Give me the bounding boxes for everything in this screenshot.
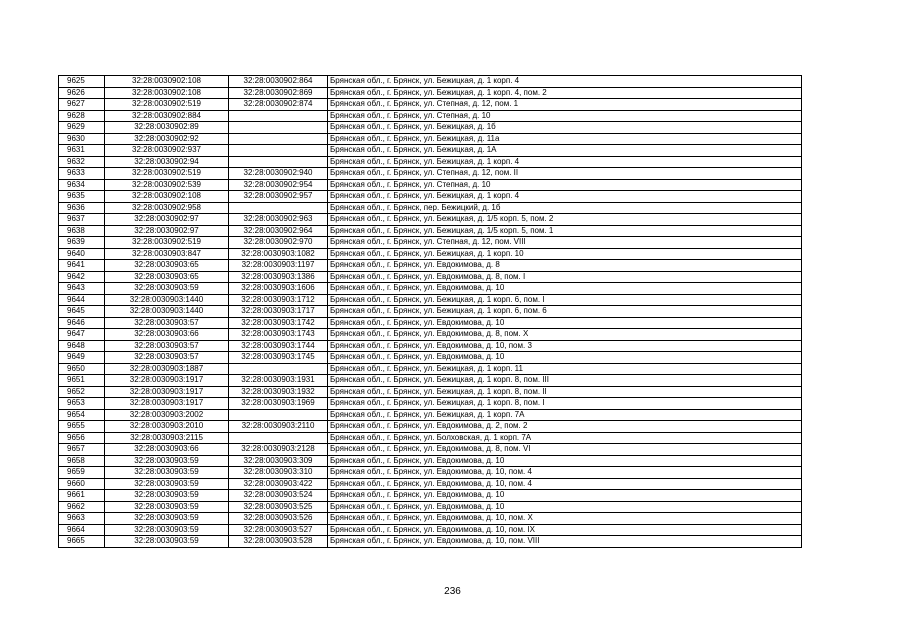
address-cell: Брянская обл., г. Брянск, ул. Степная, д. 12, пом. VIII (328, 237, 802, 249)
parent-cadastral-number-cell: 32:28:0030902:94 (105, 156, 229, 168)
table-row (59, 363, 802, 375)
address-cell: Брянская обл., г. Брянск, ул. Евдокимова, д. 10, пом. 4 (328, 467, 802, 479)
address-cell: Брянская обл., г. Брянск, ул. Степная, д. 12, пом. 1 (328, 99, 802, 111)
address-cell: Брянская обл., г. Брянск, ул. Бежицкая, д. 1/5 корп. 5, пом. 2 (328, 214, 802, 226)
address-cell: Брянская обл., г. Брянск, ул. Бежицкая, д. 1 корп. 4 (328, 156, 802, 168)
parent-cadastral-number-cell: 32:28:0030902:108 (105, 191, 229, 203)
table-row (59, 398, 802, 410)
parent-cadastral-number-cell: 32:28:0030903:65 (105, 271, 229, 283)
table-row (59, 271, 802, 283)
cadastral-number-cell: 32:28:0030902:970 (229, 237, 328, 249)
cadastral-number-cell: 32:28:0030903:528 (229, 536, 328, 548)
parent-cadastral-number-cell: 32:28:0030903:59 (105, 490, 229, 502)
table-row (59, 329, 802, 341)
address-cell: Брянская обл., г. Брянск, ул. Бежицкая, д. 1 корп. 8, пом. I (328, 398, 802, 410)
cadastral-number-cell: 32:28:0030903:1745 (229, 352, 328, 364)
row-number-cell: 9658 (59, 455, 105, 467)
row-number-cell: 9633 (59, 168, 105, 180)
cadastral-number-cell (229, 363, 328, 375)
row-number-cell: 9661 (59, 490, 105, 502)
table-row (59, 306, 802, 318)
parent-cadastral-number-cell: 32:28:0030902:97 (105, 214, 229, 226)
cadastral-number-cell: 32:28:0030903:2110 (229, 421, 328, 433)
table-row (59, 409, 802, 421)
parent-cadastral-number-cell: 32:28:0030903:59 (105, 478, 229, 490)
table-row (59, 87, 802, 99)
table-row (59, 145, 802, 157)
address-cell: Брянская обл., г. Брянск, ул. Бежицкая, д. 1 корп. 7А (328, 409, 802, 421)
row-number-cell: 9651 (59, 375, 105, 387)
cadastral-number-cell: 32:28:0030902:957 (229, 191, 328, 203)
row-number-cell: 9646 (59, 317, 105, 329)
cadastral-number-cell: 32:28:0030903:1717 (229, 306, 328, 318)
row-number-cell: 9636 (59, 202, 105, 214)
cadastral-number-cell: 32:28:0030902:954 (229, 179, 328, 191)
table-row (59, 156, 802, 168)
table-row (59, 501, 802, 513)
table-row (59, 375, 802, 387)
parent-cadastral-number-cell: 32:28:0030902:519 (105, 237, 229, 249)
parent-cadastral-number-cell: 32:28:0030903:59 (105, 283, 229, 295)
table-row (59, 260, 802, 272)
parent-cadastral-number-cell: 32:28:0030903:57 (105, 317, 229, 329)
address-cell: Брянская обл., г. Брянск, ул. Бежицкая, д. 11а (328, 133, 802, 145)
table-row (59, 317, 802, 329)
cadastral-number-cell: 32:28:0030903:310 (229, 467, 328, 479)
cadastral-number-cell: 32:28:0030903:1386 (229, 271, 328, 283)
table-row (59, 110, 802, 122)
table-row (59, 214, 802, 226)
parent-cadastral-number-cell: 32:28:0030903:59 (105, 513, 229, 525)
parent-cadastral-number-cell: 32:28:0030903:65 (105, 260, 229, 272)
cadastral-number-cell: 32:28:0030903:524 (229, 490, 328, 502)
cadastral-number-cell: 32:28:0030903:2128 (229, 444, 328, 456)
row-number-cell: 9665 (59, 536, 105, 548)
parent-cadastral-number-cell: 32:28:0030903:1917 (105, 375, 229, 387)
cadastral-number-cell: 32:28:0030903:1969 (229, 398, 328, 410)
table-row (59, 536, 802, 548)
table-row (59, 168, 802, 180)
row-number-cell: 9626 (59, 87, 105, 99)
row-number-cell: 9630 (59, 133, 105, 145)
table-row (59, 478, 802, 490)
address-cell: Брянская обл., г. Брянск, ул. Евдокимова, д. 10 (328, 455, 802, 467)
parent-cadastral-number-cell: 32:28:0030903:2115 (105, 432, 229, 444)
cadastral-number-cell (229, 145, 328, 157)
address-cell: Брянская обл., г. Брянск, ул. Бежицкая, д. 1 корп. 8, пом. II (328, 386, 802, 398)
table-row (59, 467, 802, 479)
address-cell: Брянская обл., г. Брянск, ул. Евдокимова, д. 10, пом. 3 (328, 340, 802, 352)
row-number-cell: 9628 (59, 110, 105, 122)
cadastral-number-cell: 32:28:0030902:874 (229, 99, 328, 111)
address-cell: Брянская обл., г. Брянск, ул. Бежицкая, д. 1 корп. 8, пом. III (328, 375, 802, 387)
row-number-cell: 9659 (59, 467, 105, 479)
parent-cadastral-number-cell: 32:28:0030902:89 (105, 122, 229, 134)
cadastral-number-cell (229, 156, 328, 168)
table-row (59, 455, 802, 467)
table-row (59, 248, 802, 260)
cadastral-number-cell: 32:28:0030902:869 (229, 87, 328, 99)
address-cell: Брянская обл., г. Брянск, ул. Евдокимова, д. 10 (328, 317, 802, 329)
address-cell: Брянская обл., г. Брянск, пер. Бежицкий, д. 1б (328, 202, 802, 214)
parent-cadastral-number-cell: 32:28:0030903:59 (105, 524, 229, 536)
table-row (59, 352, 802, 364)
address-cell: Брянская обл., г. Брянск, ул. Бежицкая, д. 1А (328, 145, 802, 157)
address-cell: Брянская обл., г. Брянск, ул. Евдокимова, д. 10 (328, 490, 802, 502)
cadastral-number-cell: 32:28:0030903:1931 (229, 375, 328, 387)
row-number-cell: 9634 (59, 179, 105, 191)
cadastral-number-cell: 32:28:0030903:527 (229, 524, 328, 536)
cadastral-table-body (59, 76, 802, 548)
parent-cadastral-number-cell: 32:28:0030903:59 (105, 536, 229, 548)
cadastral-number-cell: 32:28:0030902:963 (229, 214, 328, 226)
table-row (59, 490, 802, 502)
address-cell: Брянская обл., г. Брянск, ул. Евдокимова, д. 10, пом. VIII (328, 536, 802, 548)
table-row (59, 524, 802, 536)
parent-cadastral-number-cell: 32:28:0030903:59 (105, 455, 229, 467)
row-number-cell: 9649 (59, 352, 105, 364)
row-number-cell: 9657 (59, 444, 105, 456)
row-number-cell: 9648 (59, 340, 105, 352)
row-number-cell: 9631 (59, 145, 105, 157)
row-number-cell: 9653 (59, 398, 105, 410)
parent-cadastral-number-cell: 32:28:0030903:59 (105, 467, 229, 479)
cadastral-number-cell: 32:28:0030902:940 (229, 168, 328, 180)
address-cell: Брянская обл., г. Брянск, ул. Евдокимова, д. 10, пом. X (328, 513, 802, 525)
address-cell: Брянская обл., г. Брянск, ул. Болховская, д. 1 корп. 7А (328, 432, 802, 444)
address-cell: Брянская обл., г. Брянск, ул. Бежицкая, д. 1 корп. 10 (328, 248, 802, 260)
row-number-cell: 9663 (59, 513, 105, 525)
parent-cadastral-number-cell: 32:28:0030902:92 (105, 133, 229, 145)
cadastral-number-cell (229, 432, 328, 444)
parent-cadastral-number-cell: 32:28:0030903:1917 (105, 398, 229, 410)
parent-cadastral-number-cell: 32:28:0030902:958 (105, 202, 229, 214)
cadastral-number-cell (229, 202, 328, 214)
parent-cadastral-number-cell: 32:28:0030903:2010 (105, 421, 229, 433)
address-cell: Брянская обл., г. Брянск, ул. Евдокимова, д. 8 (328, 260, 802, 272)
parent-cadastral-number-cell: 32:28:0030903:57 (105, 340, 229, 352)
row-number-cell: 9654 (59, 409, 105, 421)
row-number-cell: 9644 (59, 294, 105, 306)
cadastral-number-cell: 32:28:0030903:1744 (229, 340, 328, 352)
parent-cadastral-number-cell: 32:28:0030903:66 (105, 444, 229, 456)
table-row (59, 99, 802, 111)
parent-cadastral-number-cell: 32:28:0030903:847 (105, 248, 229, 260)
row-number-cell: 9652 (59, 386, 105, 398)
address-cell: Брянская обл., г. Брянск, ул. Евдокимова, д. 10 (328, 283, 802, 295)
row-number-cell: 9638 (59, 225, 105, 237)
row-number-cell: 9639 (59, 237, 105, 249)
table-row (59, 237, 802, 249)
cadastral-number-cell: 32:28:0030903:1606 (229, 283, 328, 295)
row-number-cell: 9640 (59, 248, 105, 260)
row-number-cell: 9664 (59, 524, 105, 536)
table-row (59, 283, 802, 295)
cadastral-number-cell: 32:28:0030903:1743 (229, 329, 328, 341)
row-number-cell: 9641 (59, 260, 105, 272)
address-cell: Брянская обл., г. Брянск, ул. Бежицкая, д. 1 корп. 6, пом. I (328, 294, 802, 306)
parent-cadastral-number-cell: 32:28:0030903:1887 (105, 363, 229, 375)
parent-cadastral-number-cell: 32:28:0030902:97 (105, 225, 229, 237)
address-cell: Брянская обл., г. Брянск, ул. Евдокимова, д. 8, пом. I (328, 271, 802, 283)
cadastral-number-cell: 32:28:0030902:864 (229, 76, 328, 88)
parent-cadastral-number-cell: 32:28:0030902:539 (105, 179, 229, 191)
cadastral-number-cell: 32:28:0030903:1712 (229, 294, 328, 306)
address-cell: Брянская обл., г. Брянск, ул. Бежицкая, д. 1 корп. 4, пом. 2 (328, 87, 802, 99)
row-number-cell: 9645 (59, 306, 105, 318)
row-number-cell: 9632 (59, 156, 105, 168)
table-row (59, 76, 802, 88)
parent-cadastral-number-cell: 32:28:0030903:59 (105, 501, 229, 513)
row-number-cell: 9642 (59, 271, 105, 283)
row-number-cell: 9637 (59, 214, 105, 226)
parent-cadastral-number-cell: 32:28:0030902:108 (105, 76, 229, 88)
parent-cadastral-number-cell: 32:28:0030902:108 (105, 87, 229, 99)
row-number-cell: 9625 (59, 76, 105, 88)
row-number-cell: 9660 (59, 478, 105, 490)
table-row (59, 294, 802, 306)
table-row (59, 122, 802, 134)
parent-cadastral-number-cell: 32:28:0030903:66 (105, 329, 229, 341)
parent-cadastral-number-cell: 32:28:0030903:1440 (105, 306, 229, 318)
address-cell: Брянская обл., г. Брянск, ул. Евдокимова, д. 10 (328, 501, 802, 513)
parent-cadastral-number-cell: 32:28:0030902:937 (105, 145, 229, 157)
address-cell: Брянская обл., г. Брянск, ул. Бежицкая, д. 1 корп. 4 (328, 191, 802, 203)
row-number-cell: 9656 (59, 432, 105, 444)
row-number-cell: 9662 (59, 501, 105, 513)
address-cell: Брянская обл., г. Брянск, ул. Евдокимова, д. 10 (328, 352, 802, 364)
cadastral-table (58, 75, 802, 548)
table-row (59, 225, 802, 237)
address-cell: Брянская обл., г. Брянск, ул. Степная, д. 10 (328, 179, 802, 191)
parent-cadastral-number-cell: 32:28:0030902:884 (105, 110, 229, 122)
row-number-cell: 9629 (59, 122, 105, 134)
cadastral-number-cell: 32:28:0030903:309 (229, 455, 328, 467)
row-number-cell: 9635 (59, 191, 105, 203)
address-cell: Брянская обл., г. Брянск, ул. Бежицкая, д. 1б (328, 122, 802, 134)
cadastral-number-cell (229, 122, 328, 134)
cadastral-number-cell (229, 409, 328, 421)
address-cell: Брянская обл., г. Брянск, ул. Бежицкая, д. 1/5 корп. 5, пом. 1 (328, 225, 802, 237)
table-row (59, 386, 802, 398)
parent-cadastral-number-cell: 32:28:0030903:1440 (105, 294, 229, 306)
parent-cadastral-number-cell: 32:28:0030903:1917 (105, 386, 229, 398)
address-cell: Брянская обл., г. Брянск, ул. Степная, д. 12, пом. II (328, 168, 802, 180)
parent-cadastral-number-cell: 32:28:0030902:519 (105, 168, 229, 180)
page-number: 236 (444, 586, 461, 597)
row-number-cell: 9643 (59, 283, 105, 295)
address-cell: Брянская обл., г. Брянск, ул. Евдокимова, д. 8, пом. X (328, 329, 802, 341)
table-row (59, 191, 802, 203)
table-row (59, 340, 802, 352)
table-row (59, 179, 802, 191)
parent-cadastral-number-cell: 32:28:0030903:2002 (105, 409, 229, 421)
cadastral-number-cell: 32:28:0030903:525 (229, 501, 328, 513)
address-cell: Брянская обл., г. Брянск, ул. Бежицкая, д. 1 корп. 4 (328, 76, 802, 88)
address-cell: Брянская обл., г. Брянск, ул. Евдокимова, д. 8, пом. VI (328, 444, 802, 456)
row-number-cell: 9655 (59, 421, 105, 433)
address-cell: Брянская обл., г. Брянск, ул. Бежицкая, д. 1 корп. 6, пом. 6 (328, 306, 802, 318)
address-cell: Брянская обл., г. Брянск, ул. Евдокимова, д. 10, пом. 4 (328, 478, 802, 490)
address-cell: Брянская обл., г. Брянск, ул. Бежицкая, д. 1 корп. 11 (328, 363, 802, 375)
table-row (59, 202, 802, 214)
table-row (59, 513, 802, 525)
table-row (59, 133, 802, 145)
cadastral-number-cell: 32:28:0030903:1742 (229, 317, 328, 329)
table-row (59, 421, 802, 433)
row-number-cell: 9650 (59, 363, 105, 375)
cadastral-number-cell: 32:28:0030903:1197 (229, 260, 328, 272)
address-cell: Брянская обл., г. Брянск, ул. Евдокимова, д. 2, пом. 2 (328, 421, 802, 433)
cadastral-number-cell (229, 110, 328, 122)
table-row (59, 444, 802, 456)
row-number-cell: 9647 (59, 329, 105, 341)
cadastral-number-cell: 32:28:0030903:422 (229, 478, 328, 490)
row-number-cell: 9627 (59, 99, 105, 111)
cadastral-number-cell: 32:28:0030903:1932 (229, 386, 328, 398)
cadastral-number-cell (229, 133, 328, 145)
parent-cadastral-number-cell: 32:28:0030903:57 (105, 352, 229, 364)
address-cell: Брянская обл., г. Брянск, ул. Евдокимова, д. 10, пом. IX (328, 524, 802, 536)
parent-cadastral-number-cell: 32:28:0030902:519 (105, 99, 229, 111)
address-cell: Брянская обл., г. Брянск, ул. Степная, д. 10 (328, 110, 802, 122)
table-row (59, 432, 802, 444)
cadastral-number-cell: 32:28:0030902:964 (229, 225, 328, 237)
cadastral-number-cell: 32:28:0030903:526 (229, 513, 328, 525)
cadastral-number-cell: 32:28:0030903:1082 (229, 248, 328, 260)
